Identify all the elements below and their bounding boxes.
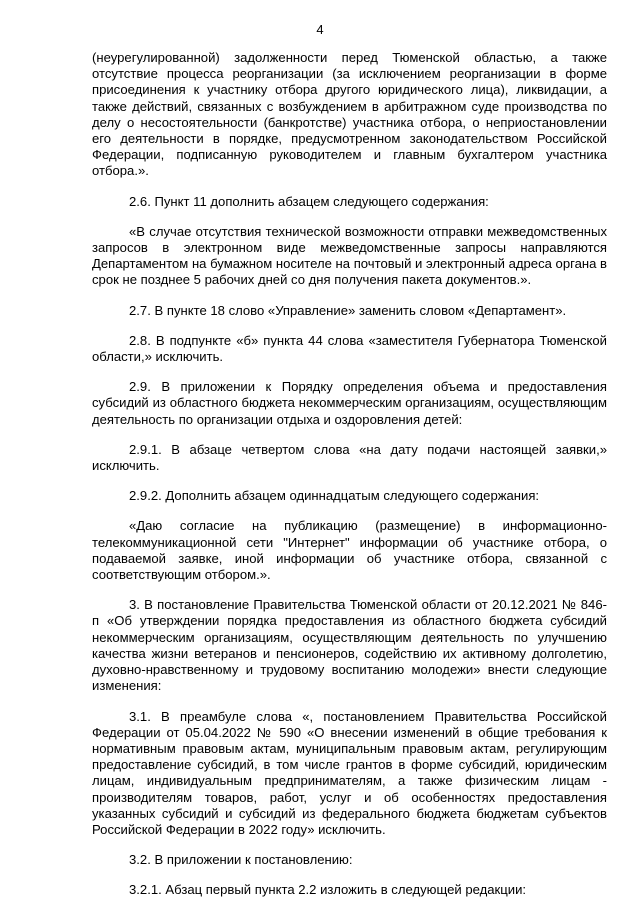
page-number: 4 — [316, 22, 324, 37]
paragraph-2-8: 2.8. В подпункте «б» пункта 44 слова «заместителя Губернатора Тюменской области,» исключить. — [92, 332, 607, 365]
paragraph-2-6: 2.6. Пункт 11 дополнить абзацем следующего содержания: — [129, 193, 489, 209]
paragraph-2-6-quote: «В случае отсутствия технической возможности отправки межведомственных запросов в электронном виде межведомственные запросы направляются Департаментом на бумажном носителе на почтовый и электронный адреса органа в срок не позднее 5 рабочих дней со дня получения пакета документов.». — [92, 223, 607, 288]
paragraph-3-1: 3.1. В преамбуле слова «, постановлением Правительства Российской Федерации от 05.04.2022 № 590 «О внесении изменений в общие требования к нормативным правовым актам, муниципальным правовым актам, регулирующим предоставление субсидий, в том числе грантов в форме субсидий, юридическим лицам, индивидуальным предпринимателям, а также физическим лицам - производителям товаров, работ, услуг и об особенностях предоставления указанных субсидий и субсидий из федерального бюджета бюджетам субъектов Российской Федерации в 2022 году» исключить. — [92, 708, 607, 837]
paragraph-2-9-1: 2.9.1. В абзаце четвертом слова «на дату подачи настоящей заявки,» исключить. — [92, 441, 607, 474]
paragraph-3: 3. В постановление Правительства Тюменской области от 20.12.2021 № 846-п «Об утверждении порядка предоставления из областного бюджета субсидий некоммерческим организациям, осуществляющим деятельность по улучшению качества жизни ветеранов и пенсионеров, содействию их активному долголетию, духовно-нравственному и трудовому воспитанию молодежи» внести следующие изменения: — [92, 597, 607, 694]
paragraph-2-9: 2.9. В приложении к Порядку определения объема и предоставления субсидий из областного бюджета некоммерческим организациям, осуществляющим деятельность по организации отдыха и оздоровления детей: — [92, 379, 607, 427]
paragraph-2-9-2: 2.9.2. Дополнить абзацем одиннадцатым следующего содержания: — [129, 488, 540, 504]
paragraph-continuation: (неурегулированной) задолженности перед Тюменской областью, а также отсутствие процесса реорганизации (за исключением реорганизации в форме присоединения к участнику отбора другого юридического лица), ликвидации, а также действий, связанных с возбуждением в арбитражном суде производства по делу о несостоятельности (банкротстве) участника отбора, о неприостановлении его деятельности в порядке, предусмотренном законодательством Российской Федерации, подписанную руководителем и главным бухгалтером участника отбора.». — [92, 50, 607, 179]
paragraph-2-9-2-quote: «Даю согласие на публикацию (размещение) в информационно-телекоммуникационной сети "Интернет" информации об участнике отбора, о подаваемой заявке, иной информации об участнике отбора, связанной с соответствующим отбором.». — [92, 518, 607, 583]
document-body — [92, 50, 607, 913]
paragraph-2-7: 2.7. В пункте 18 слово «Управление» заменить словом «Департамент». — [129, 302, 567, 318]
paragraph-3-2: 3.2. В приложении к постановлению: — [129, 852, 353, 868]
paragraph-3-2-1: 3.2.1. Абзац первый пункта 2.2 изложить в следующей редакции: — [129, 882, 527, 898]
